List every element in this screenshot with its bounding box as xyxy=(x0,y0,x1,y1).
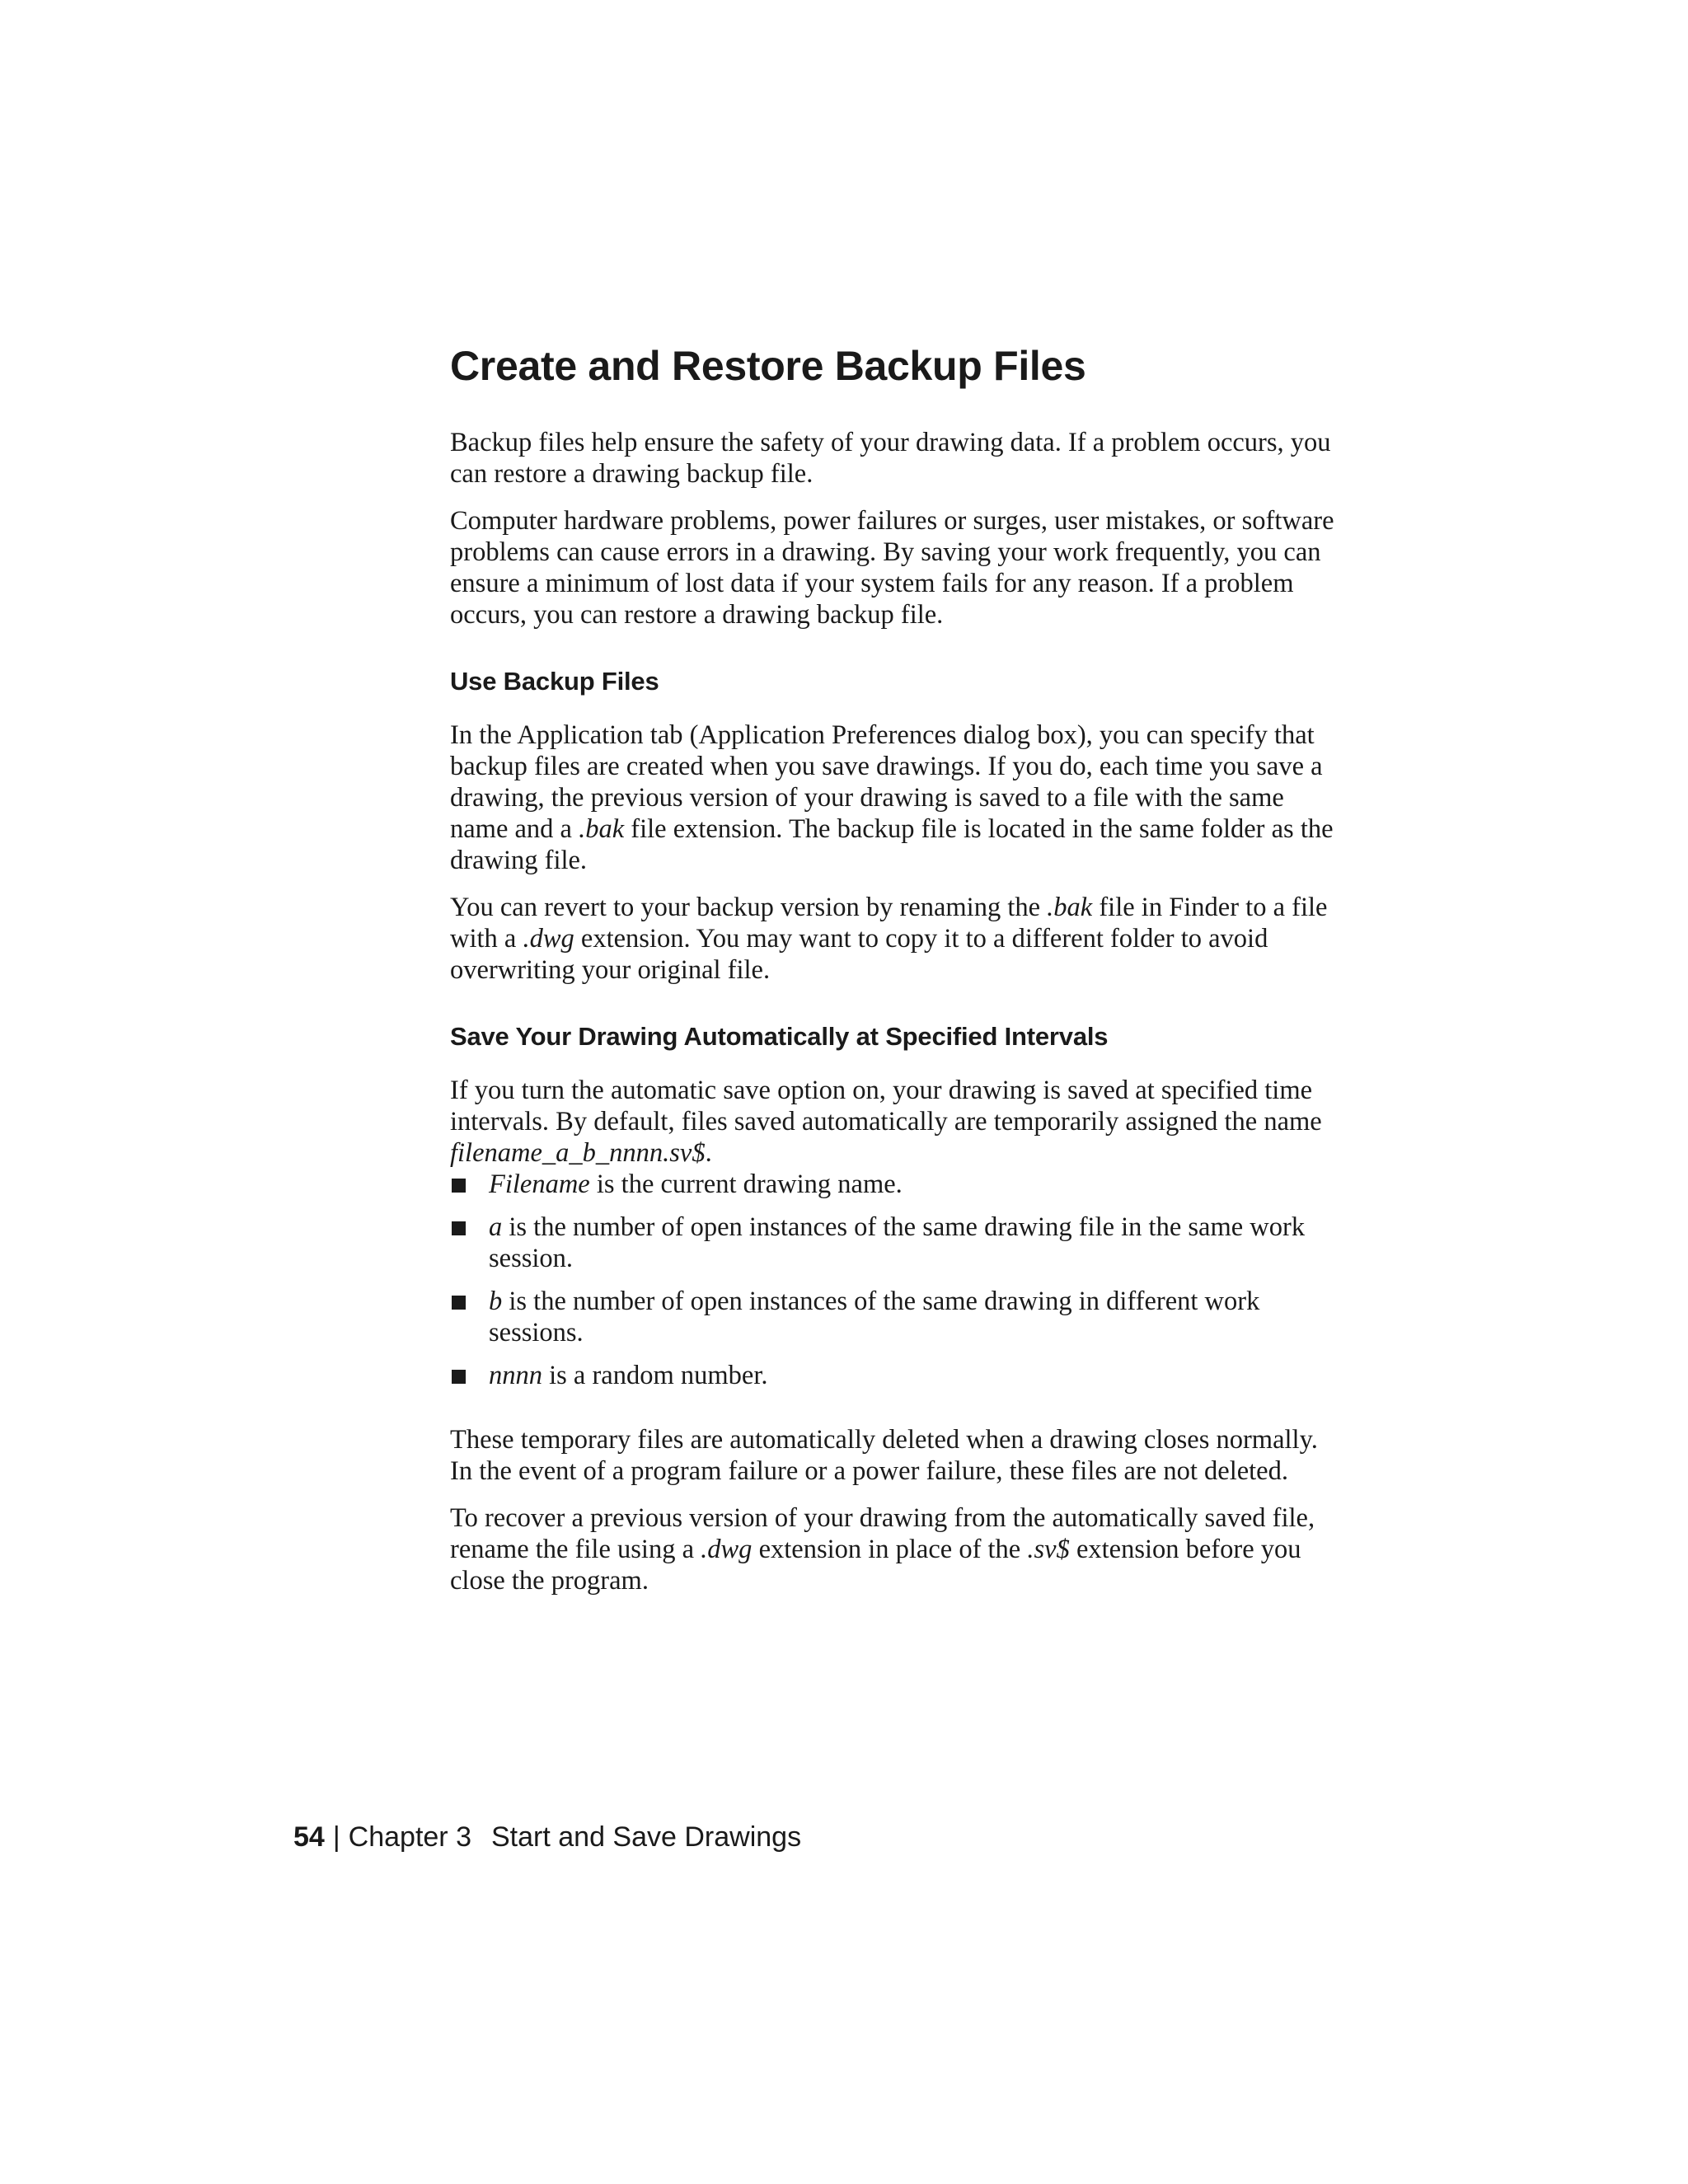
page-title: Create and Restore Backup Files xyxy=(450,343,1086,389)
backup-p1-text-b: file extension. The backup file is located in the same folder as the drawing file. xyxy=(450,814,1334,875)
autosave-p3-text-c: extension before you close the program. xyxy=(450,1535,1301,1596)
autosave-p1-text: If you turn the automatic save option on, your drawing is saved at specified time intervals. By default, files saved automatically are temporarily assigned the name xyxy=(450,1076,1322,1137)
list-item-term: a xyxy=(489,1212,503,1242)
backup-p2-text-b: file in Finder to a file with a xyxy=(450,893,1328,954)
square-bullet-icon xyxy=(452,1370,466,1384)
section-heading-use-backup-files: Use Backup Files xyxy=(450,667,659,696)
autosave-paragraph-1 xyxy=(450,1075,1340,1169)
bak-extension: .bak xyxy=(1047,893,1093,922)
backup-p2-text-a: You can revert to your backup version by renaming the xyxy=(450,893,1048,922)
intro-paragraph-2: Computer hardware problems, power failures or surges, user mistakes, or software problems can cause errors in a drawing. By saving your work frequently, you can ensure a minimum of lost data if your system fails for any reason. If a problem occurs, you can restore a drawing backup file. xyxy=(450,506,1334,630)
square-bullet-icon xyxy=(452,1296,466,1310)
section-heading-autosave: Save Your Drawing Automatically at Specified Intervals xyxy=(450,1022,1109,1051)
square-bullet-icon xyxy=(452,1221,466,1235)
autosave-p3-text-b: extension in place of the xyxy=(752,1535,1028,1564)
autosave-name-parts-list xyxy=(450,1169,1340,1391)
backup-paragraph-1 xyxy=(450,719,1340,876)
list-item-text: is the current drawing name. xyxy=(589,1169,903,1199)
page-footer xyxy=(293,1820,801,1854)
page-content xyxy=(450,336,1340,1612)
square-bullet-icon xyxy=(452,1179,466,1193)
autosave-paragraph-2: These temporary files are automatically deleted when a drawing closes normally. In the event of a program failure or a power failure, these files are not deleted. xyxy=(450,1425,1318,1486)
list-item xyxy=(450,1360,1340,1391)
list-item-text: is the number of open instances of the same drawing in different work sessions. xyxy=(489,1286,1260,1347)
backup-paragraph-2 xyxy=(450,892,1340,986)
footer-separator: | xyxy=(332,1821,340,1853)
backup-p2-text-c: extension. You may want to copy it to a different folder to avoid overwriting your original file. xyxy=(450,924,1268,985)
list-item-term: b xyxy=(489,1286,503,1316)
chapter-label: Chapter 3 xyxy=(348,1821,471,1853)
autosave-paragraph-3 xyxy=(450,1502,1340,1596)
list-item-term: nnnn xyxy=(489,1361,542,1390)
autosave-p3-text-a: To recover a previous version of your drawing from the automatically saved file, rename the file using a xyxy=(450,1503,1315,1564)
autosave-p1-end: . xyxy=(705,1138,712,1168)
sv-extension: .sv$ xyxy=(1027,1535,1070,1564)
autosave-filename: filename_a_b_nnnn.sv$ xyxy=(450,1138,706,1168)
list-item-text: is a random number. xyxy=(542,1361,768,1390)
list-item-text: is the number of open instances of the same drawing file in the same work session. xyxy=(489,1212,1306,1273)
chapter-title: Start and Save Drawings xyxy=(491,1821,802,1853)
dwg-extension: .dwg xyxy=(701,1535,753,1564)
bak-extension: .bak xyxy=(579,814,625,844)
intro-paragraph-1: Backup files help ensure the safety of your drawing data. If a problem occurs, you can restore a drawing backup file. xyxy=(450,428,1331,489)
dwg-extension: .dwg xyxy=(523,924,574,954)
list-item-term: Filename xyxy=(489,1169,590,1199)
backup-p1-text-a: In the Application tab (Application Preferences dialog box), you can specify that backup files are created when you save drawings. If you do, each time you save a drawing, the previous version of your drawing is saved to a file with the same name and a xyxy=(450,720,1323,844)
list-item xyxy=(450,1212,1340,1274)
list-item xyxy=(450,1286,1340,1348)
list-item xyxy=(450,1169,1340,1200)
page-number: 54 xyxy=(293,1821,325,1853)
